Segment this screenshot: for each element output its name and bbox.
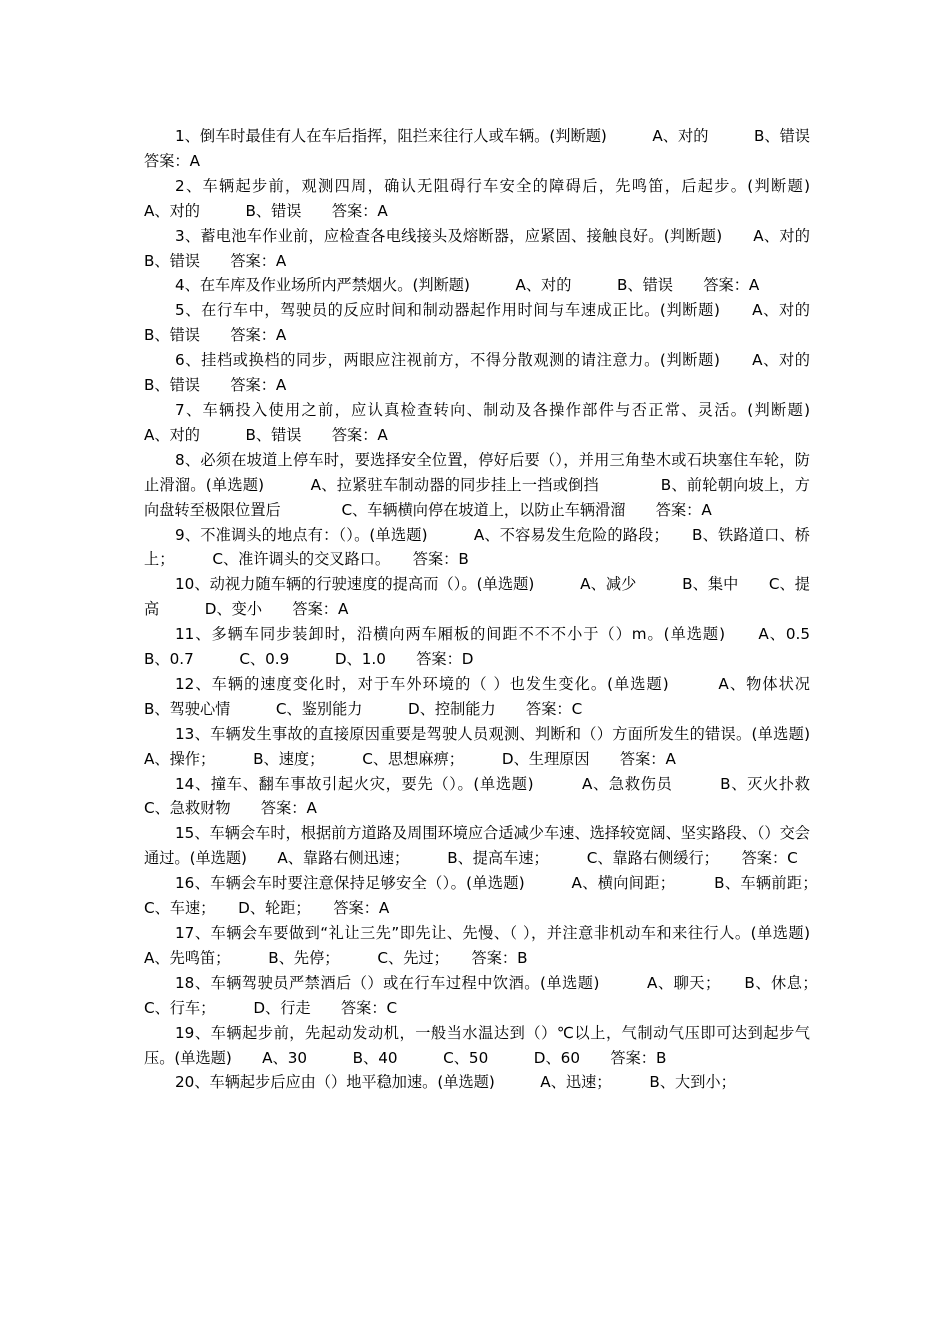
question-5: 5、在行车中，驾驶员的反应时间和制动器起作用时间与车速成正比。(判断题) A、对的 B、错误 答案：A	[144, 301, 856, 345]
question-19: 19、车辆起步前，先起动发动机，一般当水温达到（）℃以上，气制动气压即可达到起步气压。(单选题) A、30 B、40 C、50 D、60 答案：B	[144, 1023, 810, 1067]
question-4: 4、在车库及作业场所内严禁烟火。(判断题) A、对的 B、错误 答案：A	[175, 276, 760, 295]
question-13: 13、车辆发生事故的直接原因重要是驾驶人员观测、判断和（）方面所发生的错误。(单选题) A、操作； B、速度； C、思想麻痹； D、生理原因 答案：A	[144, 724, 841, 768]
question-18: 18、车辆驾驶员严禁酒后（）或在行车过程中饮酒。(单选题) A、聊天； B、休息； C、行车； D、行走 答案：C	[144, 973, 856, 1017]
question-8: 8、必须在坡道上停车时，要选择安全位置，停好后要（），并用三角垫木或石块塞住车轮，防止滑溜。(单选题) A、拉紧驻车制动器的同步挂上一挡或倒挡 B、前轮朝向坡上，方向盘转至极限位置后 C、车辆横向停在坡道上，以防止车辆滑溜 答案：A	[144, 450, 810, 519]
question-16: 16、车辆会车时要注意保持足够安全（）。(单选题) A、横向间距； B、车辆前距； C、车速； D、轮距； 答案：A	[144, 874, 841, 918]
question-17: 17、车辆会车要做到“礼让三先”即先让、先慢、（ ），并注意非机动车和来往行人。(单选题) A、先鸣笛； B、先停； C、先过； 答案：B	[144, 924, 841, 967]
question-12: 12、车辆的速度变化时，对于车外环境的（ ）也发生变化。(单选题) A、物体状况 B、驾驶心情 C、鉴别能力 D、控制能力 答案：C	[144, 674, 856, 718]
question-7: 7、车辆投入使用之前，应认真检查转向、制动及各操作部件与否正常、灵活。(判断题) A、对的 B、错误 答案：A	[144, 400, 841, 444]
question-1: 1、倒车时最佳有人在车后指挥，阻拦来往行人或车辆。(判断题) A、对的 B、错误 答案：A	[144, 127, 841, 170]
question-2: 2、车辆起步前，观测四周，确认无阻碍行车安全的障碍后，先鸣笛，后起步。(判断题) A、对的 B、错误 答案：A	[144, 176, 841, 220]
question-14: 14、撞车、翻车事故引起火灾，要先（）。(单选题) A、急救伤员 B、灭火扑救 C、急救财物 答案：A	[144, 774, 856, 818]
question-10: 10、动视力随车辆的行驶速度的提高而（）。(单选题) A、减少 B、集中 C、提高 D、变小 答案：A	[144, 575, 810, 619]
question-11: 11、多辆车同步装卸时，沿横向两车厢板的间距不不不小于（）m。(单选题) A、0.5 B、0.7 C、0.9 D、1.0 答案：D	[144, 625, 856, 669]
question-9: 9、不准调头的地点有：（）。(单选题) A、不容易发生危险的路段； B、铁路道口、桥上； C、准许调头的交叉路口。 答案：B	[144, 525, 810, 569]
document-body	[144, 124, 856, 1095]
question-6: 6、挂档或换档的同步，两眼应注视前方，不得分散观测的请注意力。(判断题) A、对的 B、错误 答案：A	[144, 351, 856, 395]
question-20: 20、车辆起步后应由（）地平稳加速。(单选题) A、迅速； B、大到小；	[175, 1073, 736, 1092]
question-15: 15、车辆会车时，根据前方道路及周围环境应合适减少车速、选择较宽阔、坚实路段、（）交会通过。(单选题) A、靠路右侧迅速； B、提高车速； C、靠路右侧缓行； 答案：C	[144, 824, 810, 868]
question-3: 3、蓄电池车作业前，应检查各电线接头及熔断器，应紧固、接触良好。(判断题) A、对的 B、错误 答案：A	[144, 226, 856, 270]
